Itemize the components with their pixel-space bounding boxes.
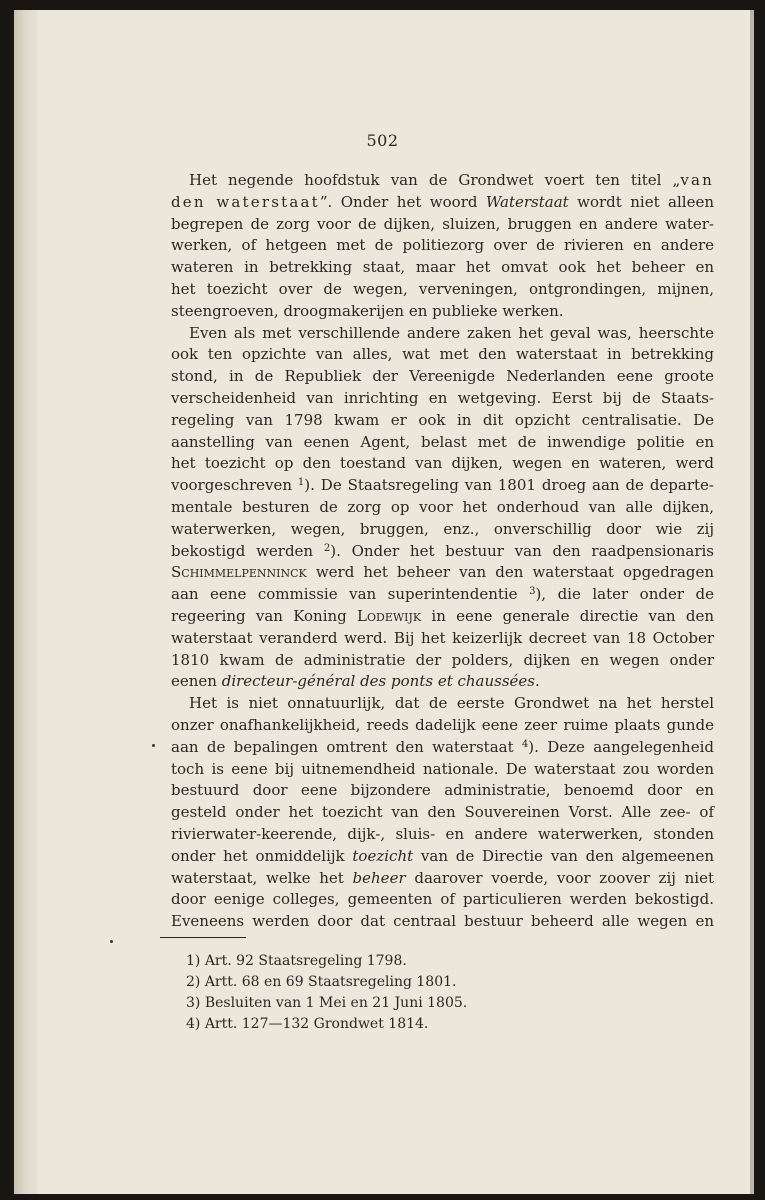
footnote-ref: 4: [521, 738, 529, 750]
footnote-ref: 2: [323, 542, 331, 554]
text-line: werken, of hetgeen met de politiezorg over de rivieren en andere: [171, 236, 714, 255]
text-line: waterstaat, welke het beheer daarover voerde, voor zoover zij niet: [171, 868, 714, 887]
text-line: toch is eene bij uitnemendheid nationale. De waterstaat zou worden: [171, 759, 714, 778]
text-line: bestuurd door eene bijzondere administratie, benoemd door en: [171, 781, 714, 800]
italic-text: directeur-général des ponts et chaussées: [221, 672, 535, 691]
text-line: door eenige colleges, gemeenten of particulieren werden bekostigd.: [171, 890, 714, 909]
body-text: [171, 170, 714, 933]
footnote: 3) Besluiten van 1 Mei en 21 Juni 1805.: [186, 995, 468, 1011]
text-line: het toezicht op den toestand van dijken, wegen en wateren, werd: [171, 454, 714, 473]
small-caps-name: Lodewijk: [357, 606, 422, 625]
footnote: 2) Artt. 68 en 69 Staatsregeling 1801.: [186, 974, 457, 990]
text-line: verscheidenheid van inrichting en wetgeving. Eerst bij de Staats-: [171, 388, 714, 407]
text-line: stond, in de Republiek der Vereenigde Nederlanden eene groote: [171, 367, 714, 386]
text-line: bekostigd werden $^2$). Onder het bestuur van den raadpensionaris: [171, 541, 714, 560]
italic-text: toezicht: [352, 846, 414, 865]
text-line: regeling van 1798 kwam er ook in dit opzicht centralisatie. De: [171, 410, 714, 429]
text-line: Even als met verschillende andere zaken het geval was, heerschte: [189, 323, 714, 342]
text-line: wateren in betrekking staat, maar het omvat ook het beheer en: [171, 258, 714, 277]
speck: [152, 744, 155, 747]
page-number: 502: [366, 131, 399, 150]
footnotes: [186, 951, 467, 1035]
text-line: het toezicht over de wegen, verveningen, ontgrondingen, mijnen,: [171, 279, 714, 298]
italic-text: beheer: [352, 868, 406, 887]
text-line: aan eene commissie van superintendentie $^3$), die later onder de: [171, 585, 715, 604]
text-line: waterwerken, wegen, bruggen, enz., onverschillig door wie zij: [171, 519, 714, 538]
text-line: eenen directeur-général des ponts et chaussées.: [171, 672, 540, 691]
text-line: waterstaat veranderd werd. Bij het keizerlijk decreet van 18 October: [171, 628, 714, 647]
text-line: gesteld onder het toezicht van den Souvereinen Vorst. Alle zee- of: [171, 803, 714, 822]
footnote-separator: [160, 937, 246, 938]
text-line: onder het onmiddelijk toezicht van de Directie van den algemeenen: [171, 846, 714, 865]
footnote-ref: 3: [529, 586, 536, 598]
italic-text: Waterstaat: [485, 192, 569, 211]
spaced-text: den waterstaat: [171, 192, 320, 211]
text-line: begrepen de zorg voor de dijken, sluizen, bruggen en andere water-: [171, 214, 714, 233]
text-line: Het is niet onnatuurlijk, dat de eerste Grondwet na het herstel: [189, 694, 714, 713]
text-line: Eveneens werden door dat centraal bestuur beheerd alle wegen en: [171, 912, 714, 931]
text-line: steengroeven, droogmakerijen en publieke werken.: [171, 301, 564, 320]
text-line: den waterstaat”. Onder het woord Waterstaat wordt niet alleen: [171, 192, 714, 211]
text-line: Schimmelpenninck werd het beheer van den waterstaat opgedragen: [171, 563, 714, 582]
small-caps-name: Schimmelpenninck: [171, 563, 307, 582]
text-line: aanstelling van eenen Agent, belast met de inwendige politie en: [171, 432, 714, 451]
text-line: voorgeschreven $^1$). De Staatsregeling van 1801 droeg aan de departe-: [171, 476, 714, 495]
footnote: 4) Artt. 127—132 Grondwet 1814.: [186, 1016, 429, 1032]
text-line: regeering van Koning Lodewijk in eene generale directie van den: [171, 606, 714, 625]
text-line: rivierwater-keerende, dijk-, sluis- en andere waterwerken, stonden: [171, 824, 714, 843]
text-line: ook ten opzichte van alles, wat met den waterstaat in betrekking: [171, 345, 714, 364]
text-line: mentale besturen de zorg op voor het onderhoud van alle dijken,: [171, 497, 714, 516]
text-line: Het negende hoofdstuk van de Grondwet voert ten titel „van: [189, 171, 714, 189]
footnote: 1) Art. 92 Staatsregeling 1798.: [186, 953, 407, 969]
text-line: aan de bepalingen omtrent den waterstaat $^4$). Deze aangelegenheid: [171, 737, 714, 756]
footnote-ref: 1: [297, 477, 305, 489]
page-edge: [750, 10, 754, 1194]
speck: [110, 940, 113, 943]
text-line: 1810 kwam de administratie der polders, dijken en wegen onder: [171, 650, 714, 669]
text-line: onzer onafhankelijkheid, reeds dadelijk eene zeer ruime plaats gunde: [171, 715, 714, 734]
spaced-text: van: [680, 171, 714, 189]
page-gutter: [14, 10, 38, 1194]
